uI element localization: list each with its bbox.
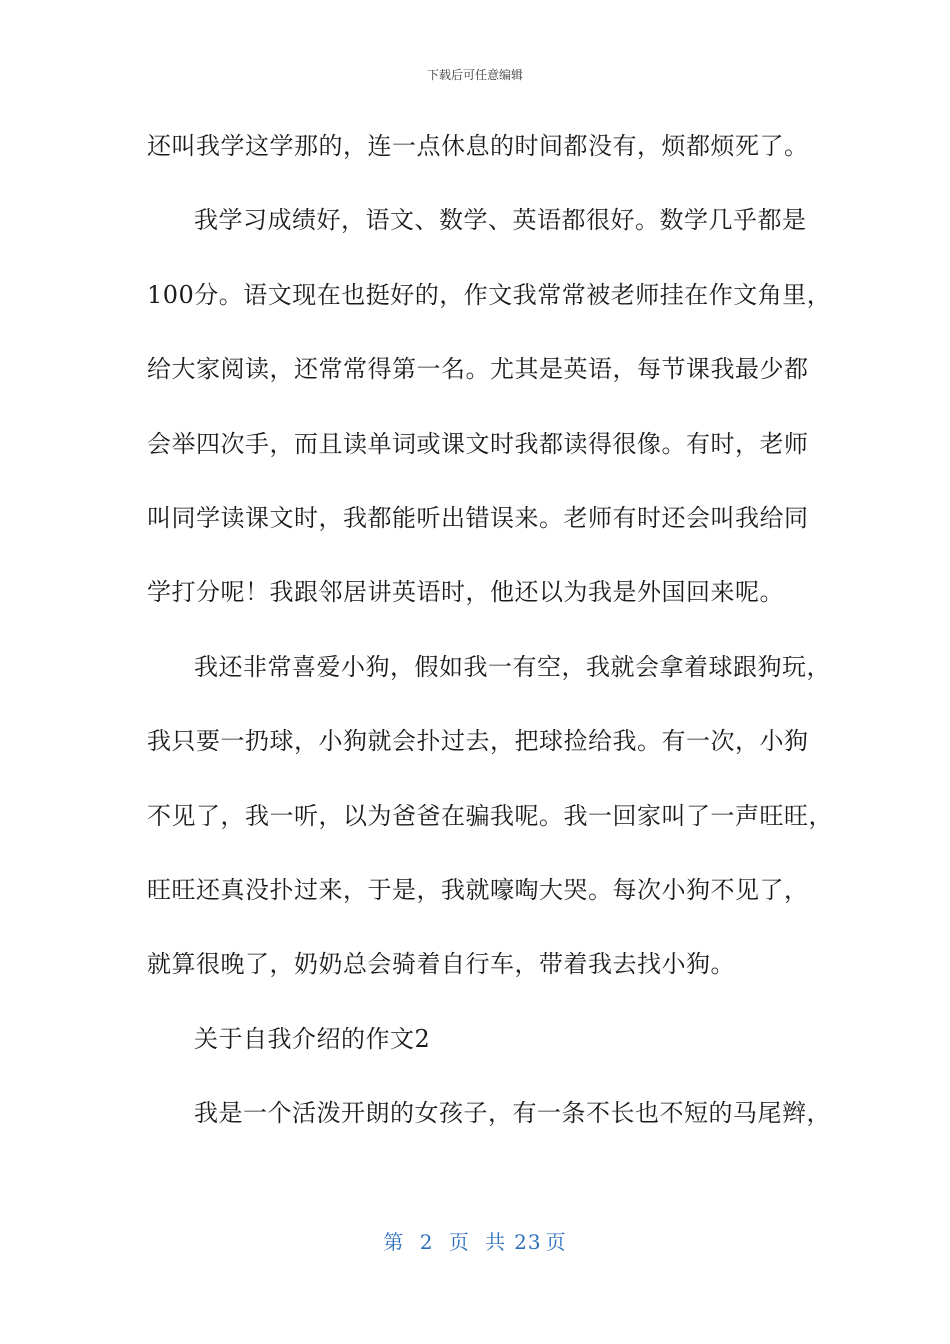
text-line: 叫同学读课文时，我都能听出错误来。老师有时还会叫我给同 — [147, 503, 809, 532]
text-line: 我学习成绩好，语文、数学、英语都很好。数学几乎都是 — [194, 206, 807, 235]
document-body — [147, 124, 833, 1165]
text-line: 旺旺还真没扑过来，于是，我就嚎啕大哭。每次小狗不见了， — [147, 875, 809, 904]
footer-page-unit: 页 — [448, 1230, 470, 1254]
current-page-number: 2 — [419, 1230, 434, 1254]
text-line: 我是一个活泼开朗的女孩子，有一条不长也不短的马尾辫， — [194, 1099, 831, 1128]
footer-total-prefix: 共 — [485, 1230, 507, 1254]
text-line: 就算很晚了，奶奶总会骑着自行车，带着我去找小狗。 — [147, 950, 735, 979]
text-line: 学打分呢！我跟邻居讲英语时，他还以为我是外国回来呢。 — [147, 578, 784, 607]
text-line: 不见了，我一听，以为爸爸在骗我呢。我一回家叫了一声旺旺， — [147, 801, 833, 830]
text-line: 100分。语文现在也挺好的，作文我常常被老师挂在作文角里， — [147, 280, 832, 309]
text-line: 给大家阅读，还常常得第一名。尤其是英语，每节课我最少都 — [147, 355, 809, 384]
page-header-note: 下载后可任意编辑 — [426, 68, 523, 82]
text-line: 还叫我学这学那的，连一点休息的时间都没有，烦都烦死了。 — [147, 132, 809, 160]
page-number-footer — [0, 1226, 950, 1255]
text-line: 会举四次手，而且读单词或课文时我都读得很像。有时，老师 — [147, 429, 809, 458]
text-line: 我还非常喜爱小狗，假如我一有空，我就会拿着球跟狗玩， — [194, 652, 831, 681]
footer-prefix: 第 — [383, 1230, 405, 1254]
section-heading: 关于自我介绍的作文2 — [194, 1024, 431, 1053]
total-pages-number: 23 — [514, 1230, 542, 1254]
footer-total-suffix: 页 — [545, 1230, 567, 1254]
text-line: 我只要一扔球，小狗就会扑过去，把球捡给我。有一次，小狗 — [147, 727, 809, 756]
